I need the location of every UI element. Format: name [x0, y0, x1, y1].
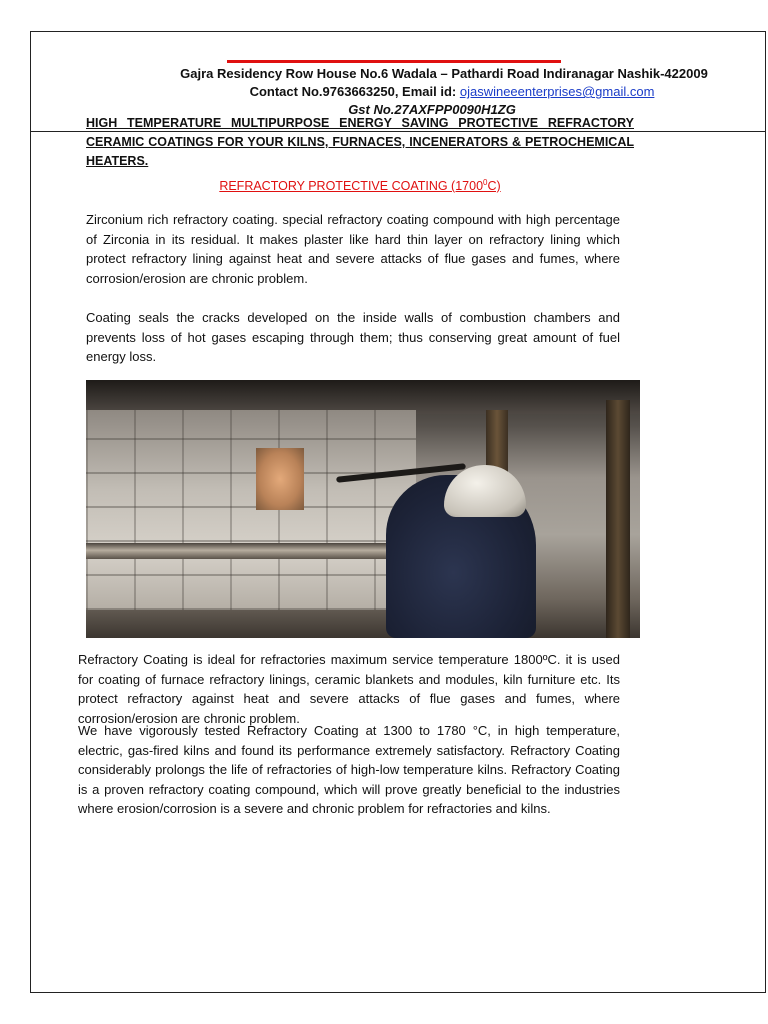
subheading-text: REFRACTORY PROTECTIVE COATING (1700 — [219, 179, 484, 194]
paragraph-zirconium: Zirconium rich refractory coating. special refractory coating compound with high percentage of Zirconia in its residual. It makes plaster like hard thin layer on refractory lining which protect refractory lining against heat and severe attacks of flue gases and fumes, where corrosion/erosion are chronic problem. — [86, 212, 620, 286]
contact-prefix: Contact No.9763663250, Email id: — [249, 84, 460, 99]
contact-line — [31, 83, 765, 101]
paragraph-cracks: Coating seals the cracks developed on the inside walls of combustion chambers and prevents loss of hot gases escaping through them; thus conserving great amount of fuel energy loss. — [86, 310, 620, 364]
paragraph-service-temperature: Refractory Coating is ideal for refractories maximum service temperature 1800ºC. it is used for coating of furnace refractory linings, ceramic blankets and modules, kiln furniture etc. Its protect refractory against heat and severe attacks of flue gases and fumes, where corrosion/erosion are chronic problem. — [78, 652, 620, 726]
address-line: Gajra Residency Row House No.6 Wadala – Pathardi Road Indiranagar Nashik-422009 — [180, 66, 708, 81]
photo-kiln-opening — [256, 448, 304, 510]
photo-hard-hat — [444, 465, 526, 517]
subheading-superscript: 0 — [483, 178, 488, 187]
paragraph-testing: We have vigorously tested Refractory Coating at 1300 to 1780 °C, in high temperature, electric, gas-fired kilns and found its performance extremely satisfactory. Refractory Coating considerably prolongs the life of refractories of high-low temperature kilns. Refractory Coating is a proven refractory coating compound, which will prove greatly beneficial to the industries where erosion/corrosion is a severe and chronic problem for refractories and kilns. — [78, 723, 620, 816]
red-divider-line — [227, 60, 561, 63]
section-subheading — [86, 173, 634, 196]
kiln-coating-photo — [86, 380, 640, 638]
photo-refractory-wall — [86, 410, 416, 610]
subheading-suffix: C) — [487, 179, 501, 194]
photo-ceiling — [86, 380, 640, 414]
photo-support-beam-2 — [606, 400, 630, 638]
email-link[interactable]: ojaswineeenterprises@gmail.com — [459, 84, 655, 99]
gst-line: Gst No.27AXFPP0090H1ZG — [348, 102, 516, 117]
document-heading: HIGH TEMPERATURE MULTIPURPOSE ENERGY SAVING PROTECTIVE REFRACTORY CERAMIC COATINGS FOR YOUR KILNS, FURNACES, INCENERATORS & PETROCHEMICAL HEATERS. — [86, 116, 634, 168]
letterhead-text — [31, 65, 765, 119]
